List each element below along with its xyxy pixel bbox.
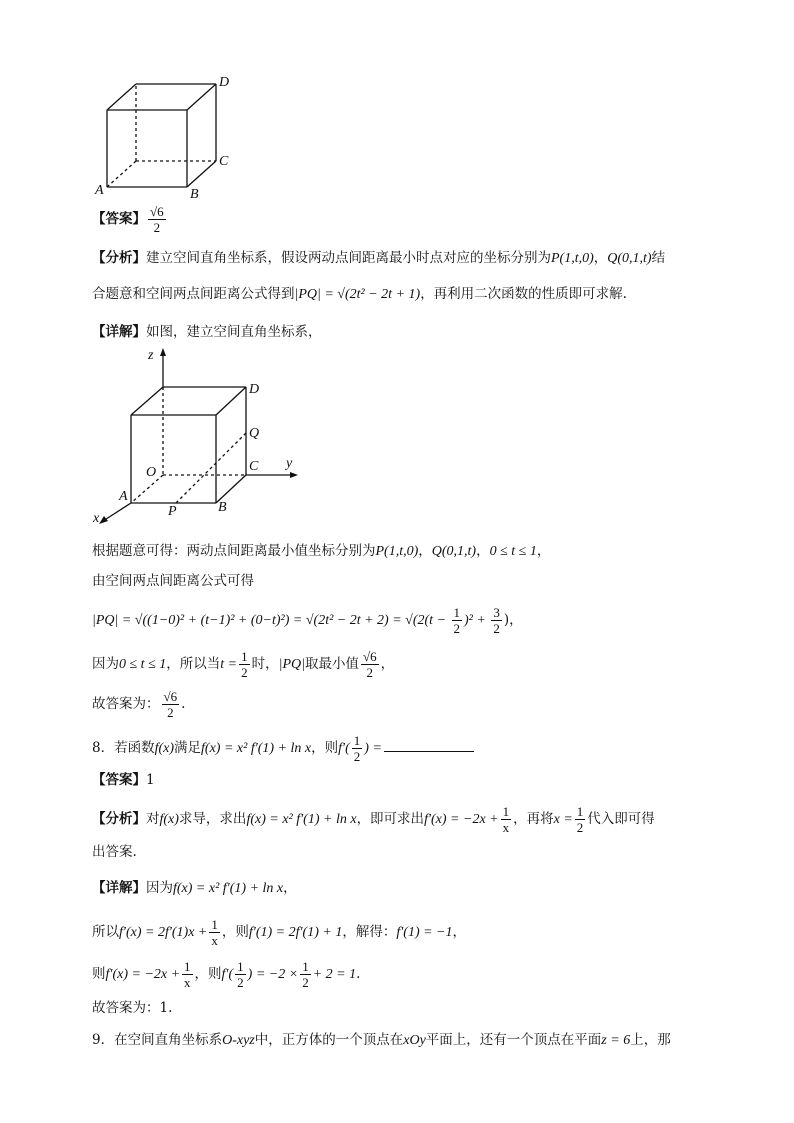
label-B: B [218, 500, 227, 515]
label-C: C [249, 459, 259, 474]
answer-8-line: 【答案】1 [92, 772, 155, 788]
label-A: A [95, 183, 104, 198]
solution-line-3: |PQ| = √((1−0)² + (t−1)² + (0−t)²) = √(2t² − 2t + 2) = √(2(t − $\frac{1}{2}$ )² + $\frac{3}{2}$ )， [92, 605, 523, 636]
label-P: P [168, 504, 177, 519]
answer-fraction: $\frac{√6}{2}$ [150, 204, 164, 235]
answer-blank [384, 737, 474, 752]
solution-line-4: 因为0 ≤ t ≤ 1，所以当t = $\frac{1}{2}$ 时，|PQ|取最小值 $\frac{√6}{2}$ ， [92, 649, 395, 680]
label-D: D [219, 75, 230, 90]
label-D: D [249, 382, 260, 397]
label-Q: Q [249, 426, 260, 441]
analysis-8-line-1: 【分析】对f(x)求导，求出f(x) = x² f′(1) + ln x，即可求出f′(x) = −2x + $\frac{1}{x}$ ，再将x = $\frac{1}{2}$ 代入即可得 [92, 804, 655, 835]
detail-8-line-1: 【详解】因为f(x) = x² f′(1) + ln x， [92, 880, 297, 896]
solution-line-2: 由空间两点间距离公式可得 [92, 573, 254, 589]
label-y: y [286, 456, 293, 471]
answer-tag: 【答案】 [92, 211, 146, 227]
analysis-8-line-2: 出答案. [92, 844, 137, 860]
label-C: C [219, 154, 229, 169]
detail-8-line-3: 则f′(x) = −2x + $\frac{1}{x}$ ，则f′( $\frac{1}{2}$ ) = −2 × $\frac{1}{2}$ + 2 = 1. [92, 959, 361, 990]
analysis-1-line-2: 合题意和空间两点间距离公式得到|PQ| = √(2t² − 2t + 1)，再利用二次函数的性质即可求解. [92, 286, 627, 302]
question-8: 8．若函数f(x)满足f(x) = x² f′(1) + ln x，则f′( $\frac{1}{2}$ ) = [92, 733, 474, 764]
cube-axes-figure [88, 345, 318, 530]
solution-line-5: 故答案为： $\frac{√6}{2}$ . [92, 689, 186, 720]
label-x: x [93, 511, 100, 526]
label-B: B [190, 187, 199, 202]
detail-8-line-2: 所以f′(x) = 2f′(1)x + $\frac{1}{x}$ ，则f′(1) = 2f′(1) + 1，解得：f′(1) = −1， [92, 917, 466, 948]
label-O: O [146, 465, 157, 480]
detail-1-line: 【详解】如图，建立空间直角坐标系， [92, 324, 322, 340]
analysis-1-line-1: 【分析】建立空间直角坐标系，假设两动点间距离最小时点对应的坐标分别为P(1,t,0)，Q(0,1,t)结 [92, 250, 666, 266]
question-9: 9．在空间直角坐标系O-xyz中，正方体的一个顶点在xOy平面上，还有一个顶点在平面z = 6上，那 [92, 1032, 671, 1048]
label-A: A [119, 489, 128, 504]
label-z: z [148, 348, 154, 363]
solution-line-1: 根据题意可得：两动点间距离最小值坐标分别为P(1,t,0)，Q(0,1,t)，0 ≤ t ≤ 1， [92, 543, 551, 559]
answer-1-line [92, 204, 168, 235]
final-answer-8: 故答案为：1. [92, 1000, 173, 1016]
cube-figure [92, 72, 242, 202]
